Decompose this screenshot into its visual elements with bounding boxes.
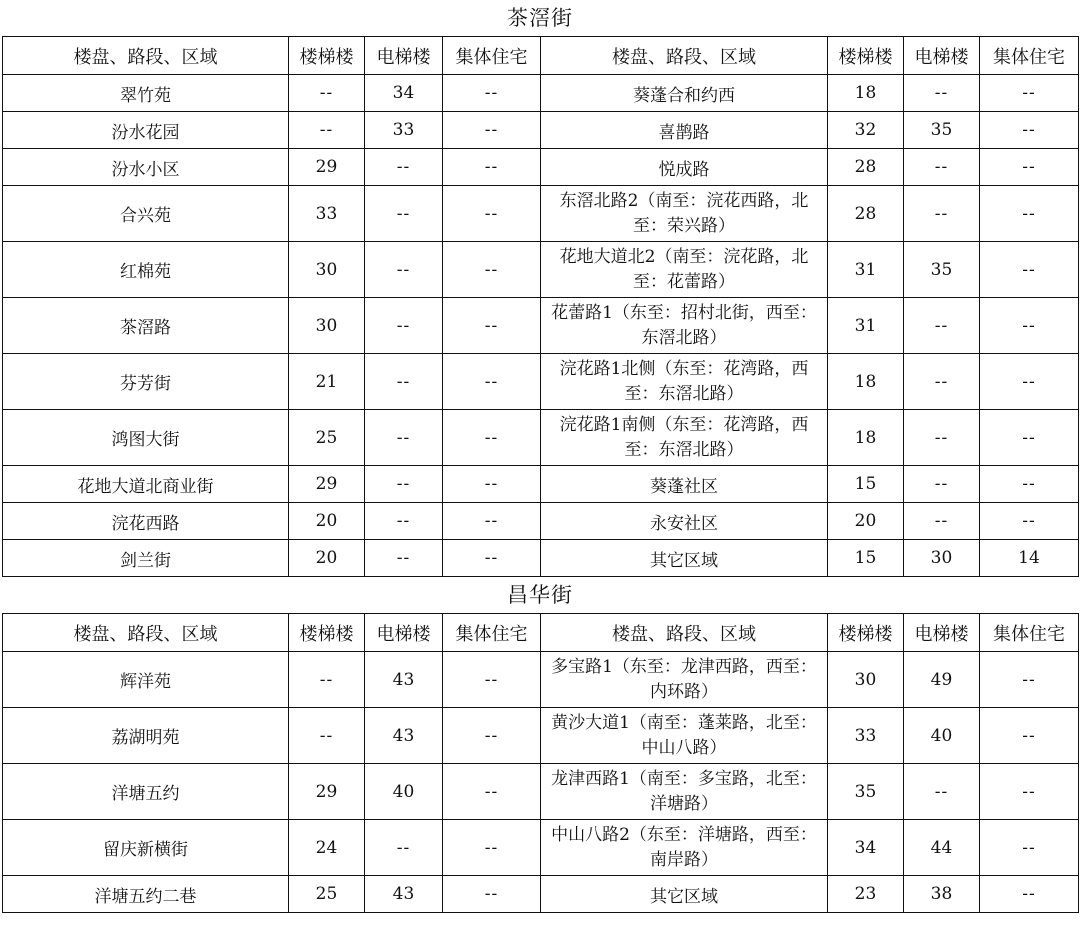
value-cell: --: [980, 708, 1079, 764]
value-cell: --: [980, 354, 1079, 410]
value-cell: --: [443, 75, 541, 112]
value-cell: 34: [365, 75, 443, 112]
value-cell: 32: [828, 112, 904, 149]
value-cell: --: [443, 242, 541, 298]
value-cell: --: [365, 540, 443, 577]
value-cell: --: [904, 354, 980, 410]
value-cell: --: [443, 764, 541, 820]
value-cell: --: [443, 149, 541, 186]
value-cell: --: [443, 708, 541, 764]
value-cell: 29: [289, 149, 365, 186]
value-cell: --: [904, 149, 980, 186]
value-cell: 18: [828, 75, 904, 112]
value-cell: 31: [828, 298, 904, 354]
location-cell: 芬芳街: [3, 354, 289, 410]
value-cell: 20: [289, 540, 365, 577]
location-cell: 洋塘五约: [3, 764, 289, 820]
location-cell: 中山八路2（东至：洋塘路，西至：南岸路）: [541, 820, 828, 876]
price-table: [2, 36, 1079, 577]
location-cell: 龙津西路1（南至：多宝路，北至：洋塘路）: [541, 764, 828, 820]
value-cell: 24: [289, 820, 365, 876]
location-cell: 洋塘五约二巷: [3, 876, 289, 913]
column-header: 集体住宅: [980, 37, 1079, 75]
location-cell: 汾水花园: [3, 112, 289, 149]
value-cell: --: [980, 410, 1079, 466]
location-cell: 茶滘路: [3, 298, 289, 354]
column-header: 楼盘、路段、区域: [541, 37, 828, 75]
location-cell: 翠竹苑: [3, 75, 289, 112]
column-header: 集体住宅: [443, 614, 541, 652]
value-cell: 33: [365, 112, 443, 149]
table-row: [3, 503, 1079, 540]
value-cell: 31: [828, 242, 904, 298]
value-cell: 29: [289, 466, 365, 503]
value-cell: --: [443, 186, 541, 242]
value-cell: --: [904, 75, 980, 112]
value-cell: --: [904, 466, 980, 503]
location-cell: 其它区域: [541, 876, 828, 913]
value-cell: --: [289, 112, 365, 149]
column-header: 电梯楼: [365, 614, 443, 652]
value-cell: 25: [289, 410, 365, 466]
value-cell: --: [443, 820, 541, 876]
column-header: 电梯楼: [365, 37, 443, 75]
value-cell: 18: [828, 354, 904, 410]
column-header: 楼梯楼: [289, 37, 365, 75]
table-row: [3, 298, 1079, 354]
location-cell: 浣花路1北侧（东至：花湾路，西至：东滘北路）: [541, 354, 828, 410]
value-cell: 15: [828, 540, 904, 577]
value-cell: 43: [365, 708, 443, 764]
value-cell: --: [980, 876, 1079, 913]
location-cell: 浣花路1南侧（东至：花湾路，西至：东滘北路）: [541, 410, 828, 466]
table-row: [3, 149, 1079, 186]
value-cell: 18: [828, 410, 904, 466]
value-cell: --: [365, 149, 443, 186]
value-cell: --: [980, 112, 1079, 149]
value-cell: 35: [828, 764, 904, 820]
location-cell: 荔湖明苑: [3, 708, 289, 764]
value-cell: --: [904, 764, 980, 820]
table-row: [3, 820, 1079, 876]
value-cell: 30: [289, 298, 365, 354]
location-cell: 浣花西路: [3, 503, 289, 540]
column-header: 电梯楼: [904, 614, 980, 652]
column-header: 楼梯楼: [289, 614, 365, 652]
value-cell: 25: [289, 876, 365, 913]
value-cell: --: [443, 354, 541, 410]
value-cell: --: [980, 298, 1079, 354]
location-cell: 多宝路1（东至：龙津西路，西至：内环路）: [541, 652, 828, 708]
value-cell: --: [365, 466, 443, 503]
value-cell: 40: [904, 708, 980, 764]
value-cell: 44: [904, 820, 980, 876]
table-row: [3, 652, 1079, 708]
table-row: [3, 876, 1079, 913]
section-title: 茶滘街: [507, 6, 573, 30]
table-row: [3, 75, 1079, 112]
value-cell: --: [980, 503, 1079, 540]
value-cell: 33: [828, 708, 904, 764]
location-cell: 鸿图大街: [3, 410, 289, 466]
value-cell: 28: [828, 149, 904, 186]
table-row: [3, 186, 1079, 242]
price-table: [2, 613, 1079, 913]
location-cell: 东滘北路2（南至：浣花西路，北至：荣兴路）: [541, 186, 828, 242]
value-cell: 28: [828, 186, 904, 242]
table-row: [3, 112, 1079, 149]
value-cell: 23: [828, 876, 904, 913]
value-cell: 49: [904, 652, 980, 708]
value-cell: --: [443, 112, 541, 149]
value-cell: 30: [289, 242, 365, 298]
value-cell: --: [980, 242, 1079, 298]
value-cell: 35: [904, 242, 980, 298]
location-cell: 葵蓬合和约西: [541, 75, 828, 112]
value-cell: 20: [828, 503, 904, 540]
value-cell: 14: [980, 540, 1079, 577]
table-row: [3, 466, 1079, 503]
value-cell: 33: [289, 186, 365, 242]
value-cell: --: [365, 410, 443, 466]
location-cell: 喜鹊路: [541, 112, 828, 149]
table-row: [3, 708, 1079, 764]
location-cell: 黄沙大道1（南至：蓬莱路，北至：中山八路）: [541, 708, 828, 764]
value-cell: --: [443, 410, 541, 466]
table-row: [3, 764, 1079, 820]
header-row: [3, 37, 1079, 75]
value-cell: 30: [904, 540, 980, 577]
value-cell: --: [365, 354, 443, 410]
value-cell: --: [980, 466, 1079, 503]
location-cell: 汾水小区: [3, 149, 289, 186]
value-cell: --: [365, 298, 443, 354]
value-cell: 35: [904, 112, 980, 149]
value-cell: --: [980, 75, 1079, 112]
location-cell: 花地大道北2（南至：浣花路，北至：花蕾路）: [541, 242, 828, 298]
value-cell: 21: [289, 354, 365, 410]
value-cell: --: [443, 466, 541, 503]
value-cell: --: [980, 820, 1079, 876]
value-cell: --: [980, 652, 1079, 708]
value-cell: --: [904, 410, 980, 466]
location-cell: 剑兰街: [3, 540, 289, 577]
value-cell: 43: [365, 652, 443, 708]
column-header: 集体住宅: [443, 37, 541, 75]
value-cell: 40: [365, 764, 443, 820]
column-header: 楼盘、路段、区域: [541, 614, 828, 652]
location-cell: 红棉苑: [3, 242, 289, 298]
value-cell: --: [443, 503, 541, 540]
column-header: 集体住宅: [980, 614, 1079, 652]
value-cell: 34: [828, 820, 904, 876]
value-cell: --: [980, 186, 1079, 242]
value-cell: --: [443, 540, 541, 577]
location-cell: 辉洋苑: [3, 652, 289, 708]
table-row: [3, 354, 1079, 410]
value-cell: --: [289, 75, 365, 112]
value-cell: --: [289, 708, 365, 764]
value-cell: 20: [289, 503, 365, 540]
section-title: 昌华街: [507, 583, 573, 607]
value-cell: 38: [904, 876, 980, 913]
value-cell: --: [443, 652, 541, 708]
location-cell: 花地大道北商业街: [3, 466, 289, 503]
location-cell: 留庆新横街: [3, 820, 289, 876]
column-header: 楼盘、路段、区域: [3, 37, 289, 75]
column-header: 电梯楼: [904, 37, 980, 75]
location-cell: 葵蓬社区: [541, 466, 828, 503]
value-cell: 29: [289, 764, 365, 820]
table-row: [3, 242, 1079, 298]
column-header: 楼梯楼: [828, 37, 904, 75]
header-row: [3, 614, 1079, 652]
value-cell: --: [443, 876, 541, 913]
value-cell: --: [443, 298, 541, 354]
value-cell: --: [904, 298, 980, 354]
value-cell: --: [904, 503, 980, 540]
value-cell: --: [289, 652, 365, 708]
column-header: 楼盘、路段、区域: [3, 614, 289, 652]
value-cell: --: [365, 186, 443, 242]
value-cell: --: [904, 186, 980, 242]
value-cell: --: [365, 820, 443, 876]
value-cell: --: [980, 764, 1079, 820]
location-cell: 合兴苑: [3, 186, 289, 242]
value-cell: --: [980, 149, 1079, 186]
location-cell: 花蕾路1（东至：招村北街，西至：东滘北路）: [541, 298, 828, 354]
value-cell: 43: [365, 876, 443, 913]
value-cell: --: [365, 242, 443, 298]
table-row: [3, 410, 1079, 466]
column-header: 楼梯楼: [828, 614, 904, 652]
value-cell: 15: [828, 466, 904, 503]
value-cell: --: [365, 503, 443, 540]
location-cell: 悦成路: [541, 149, 828, 186]
value-cell: 30: [828, 652, 904, 708]
table-row: [3, 540, 1079, 577]
location-cell: 永安社区: [541, 503, 828, 540]
location-cell: 其它区域: [541, 540, 828, 577]
